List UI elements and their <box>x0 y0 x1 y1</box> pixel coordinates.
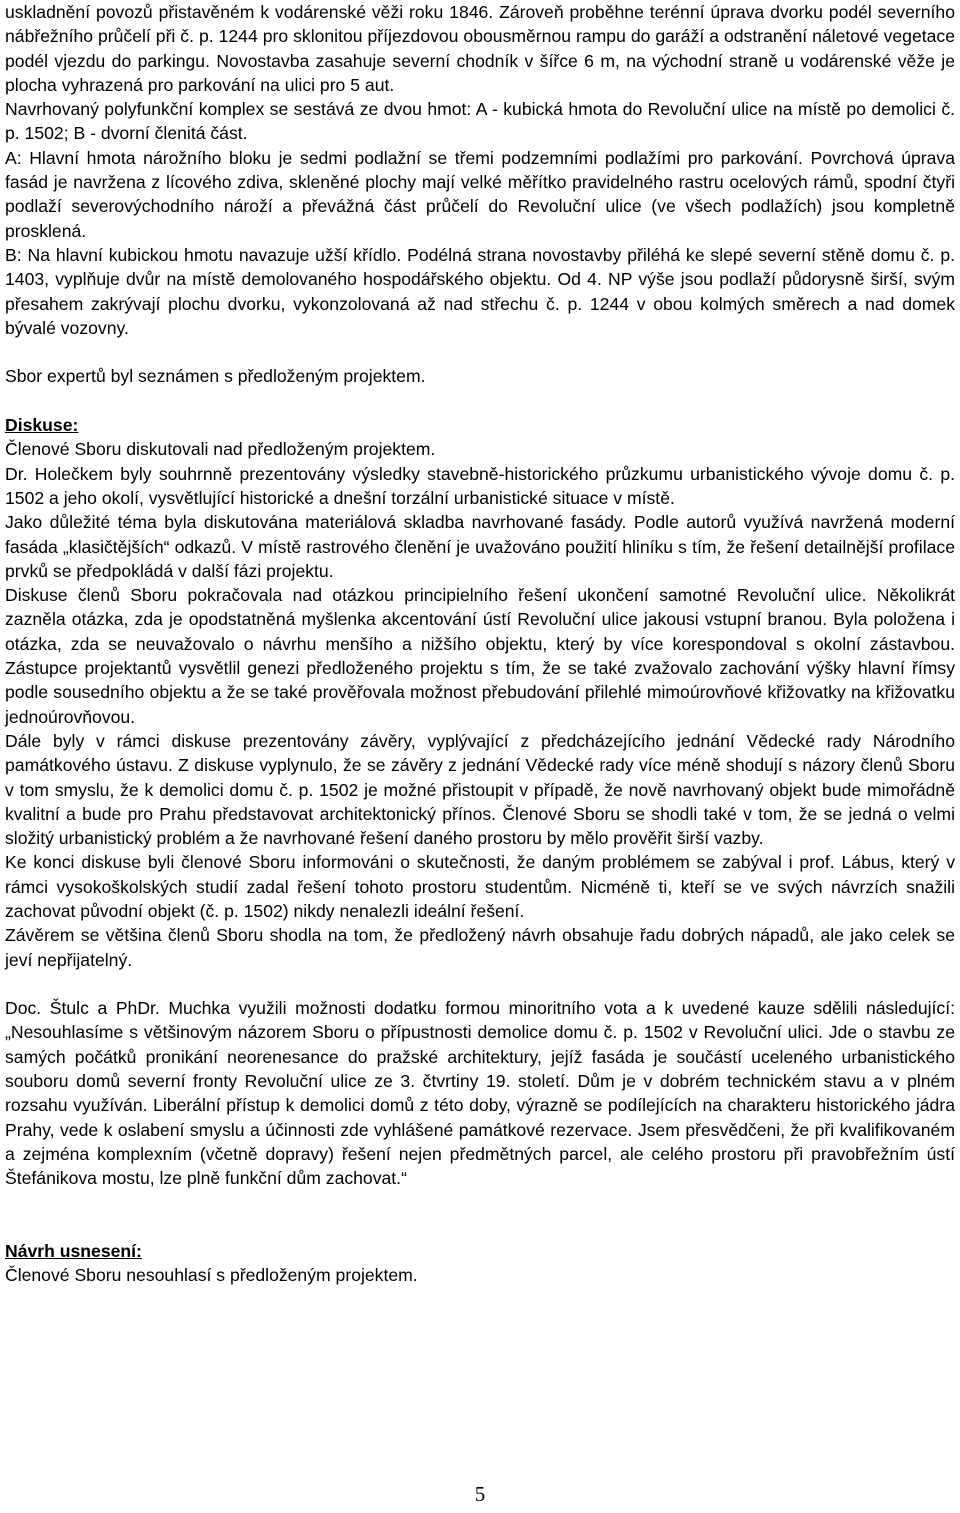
paragraph-mass-a: A: Hlavní hmota nárožního bloku je sedmi podlažní se třemi podzemními podlažími pro parkování. Povrchová úprava fasád je navržena z lícového zdiva, skleněné plochy mají velké měřítko pravidelného rastru ocelových rámů, spodní čtyři podlaží severovýchodního nároží a převážná část průčelí do Revoluční ulice (ve všech podlažích) jsou kompletně prosklená. <box>5 147 955 241</box>
heading-resolution-proposal: Návrh usnesení: <box>5 1241 142 1262</box>
paragraph-board-informed: Sbor expertů byl seznámen s předloženým projektem. <box>5 366 426 387</box>
spacer <box>5 1215 955 1239</box>
paragraph-scientific-council: Dále byly v rámci diskuse prezentovány závěry, vyplývající z předcházejícího jednání Vědecké rady Národního památkového ústavu. Z diskuse vyplynulo, že se závěry z jednání Vědecké rady více méně shodují s názory členů Sboru v tom smyslu, že k demolici domu č. p. 1502 je možné přistoupit v případě, že nově navrhovaný objekt bude mimořádně kvalitní a bude pro Prahu představovat architektonický přínos. Členové Sboru se shodli také v tom, že se jedná o velmi složitý urbanistický problém a že navrhované řešení daného prostoru by mělo prověřit širší vazby. <box>5 730 955 849</box>
spacer <box>5 1191 955 1215</box>
paragraph-minority-vote: Doc. Štulc a PhDr. Muchka využili možnosti dodatku formou minoritního vota a k uvedené kauze sdělili následující: „Nesouhlasíme s většinovým názorem Sboru o přípustnosti demolice domu č. p. 1502 v Revoluční ulici. Jde o stavbu ze samých počátků pronikání neorenesance do pražské architektury, jejíž fasáda je součástí uceleného urbanistického souboru domů severní fronty Revoluční ulice ze 3. čtvrtiny 19. století. Dům je v dobrém technickém stavu a v plném rozsahu využíván. Liberální přístup k demolici domů z této doby, výrazně se podílejících na charakteru historického jádra Prahy, vede k oslabení smyslu a účinnosti zde vyhlášené památkové rezervace. Jsem přesvědčeni, že při kvalifikovaném a zejména komplexním (včetně dopravy) řešení nejen předmětných parcel, ale celého prostoru při pravobřežním ústí Štefánikova mostu, lze plně funkční dům zachovat.“ <box>5 998 955 1189</box>
page-number: 5 <box>474 1482 486 1506</box>
paragraph-prof-labus: Ke konci diskuse byli členové Sboru informováni o skutečnosti, že daným problémem se zabýval i prof. Lábus, který v rámci vysokoškolských studií zadal řešení tohoto prostoru studentům. Nicméně ti, kteří se ve svých návrzích snažili zachovat původní objekt (č. p. 1502) nikdy nenalezli ideální řešení. <box>5 852 955 921</box>
paragraph-street-termination: Diskuse členů Sboru pokračovala nad otázkou principielního řešení ukončení samotné Revoluční ulice. Několikrát zazněla otázka, zda je opodstatněná myšlenka akcentování ústí Revoluční ulice jakousi vstupní branou. Byla položena i otázka, zda se neuvažovalo o návrhu menšího a nižšího objektu, který by více korespondoval s okolní zástavbou. Zástupce projektantů vysvětlil genezi předloženého projektu s tím, že se také zvažovalo zachování výšky hlavní římsy podle sousedního objektu a že se také prověřovala možnost přebudování přilehlé mimoúrovňové křižovatky na křižovatku jednoúrovňovou. <box>5 585 955 727</box>
paragraph-discussion-intro: Členové Sboru diskutovali nad předloženým projektem. <box>5 439 436 460</box>
paragraph-mass-b: B: Na hlavní kubickou hmotu navazuje užší křídlo. Podélná strana novostavby přiléhá ke slepé severní stěně domu č. p. 1403, vyplňuje dvůr na místě demolovaného hospodářského objektu. Od 4. NP výše jsou podlaží půdorysně širší, svým přesahem zakrývají plochu dvorku, vykonzolovaná až nad střechu č. p. 1244 v obou kolmých směrech a nad domek bývalé vozovny. <box>5 244 955 338</box>
heading-discussion: Diskuse: <box>5 415 79 436</box>
paragraph-conclusion: Závěrem se většina členů Sboru shodla na tom, že předložený návrh obsahuje řadu dobrých nápadů, ale jako celek se jeví nepřijatelný. <box>5 925 955 970</box>
paragraph-resolution: Členové Sboru nesouhlasí s předloženým projektem. <box>5 1265 418 1286</box>
paragraph-historical-survey: Dr. Holečkem byly souhrnně prezentovány výsledky stavebně-historického průzkumu urbanistického vývoje domu č. p. 1502 a jeho okolí, vysvětlující historické a dnešní torzální urbanistické situace v místě. <box>5 463 955 508</box>
document-body <box>5 0 955 1288</box>
paragraph-complex-description: Navrhovaný polyfunkční komplex se sestává ze dvou hmot: A - kubická hmota do Revoluční ulice na místě po demolici č. p. 1502; B - dvorní členitá část. <box>5 99 955 144</box>
paragraph-project-intro: uskladnění povozů přistavěném k vodárenské věži roku 1846. Zároveň proběhne terénní úprava dvorku podél severního nábřežního průčelí při č. p. 1244 pro sklonitou příjezdovou obousměrnou rampu do garáží a odstranění náletové vegetace podél vjezdu do parkingu. Novostavba zasahuje severní chodník v šířce 6 m, na východní straně u vodárenské věže je plocha vyhrazená pro parkování na ulici pro 5 aut. <box>5 2 955 95</box>
paragraph-facade-materials: Jako důležité téma byla diskutována materiálová skladba navrhované fasády. Podle autorů využívá navržená moderní fasáda „klasičtějších“ odkazů. V místě rastrového členění je uvažováno použití hliníku s tím, že řešení detailnější profilace prvků se předpokládá v další fázi projektu. <box>5 512 955 581</box>
spacer <box>5 389 955 413</box>
spacer <box>5 972 955 996</box>
spacer <box>5 340 955 364</box>
